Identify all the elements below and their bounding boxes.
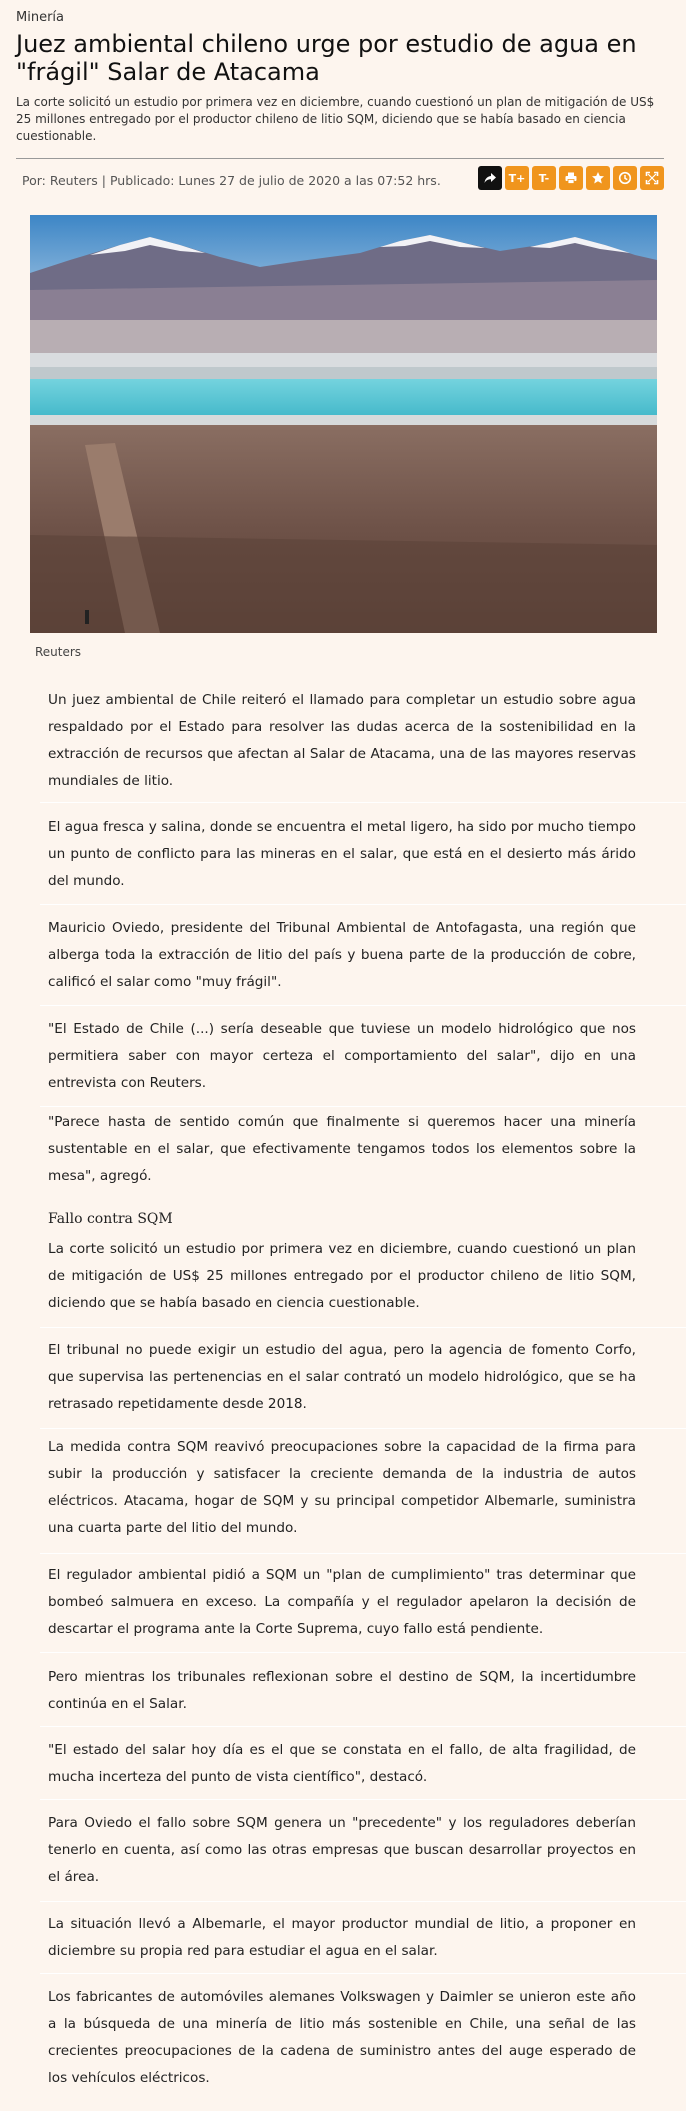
clock-icon: [618, 171, 632, 185]
body-paragraph-10: Pero mientras los tribunales reflexionan sobre el destino de SQM, la incertidumbre continúa en el Salar.: [48, 1669, 636, 1712]
body-paragraph-11: "El estado del salar hoy día es el que se constata en el fallo, de alta fragilidad, de mucha incerteza del punto de vista científico", destacó.: [48, 1742, 636, 1785]
star-icon: [591, 171, 605, 185]
favorite-button[interactable]: [586, 166, 610, 190]
article-title: Juez ambiental chileno urge por estudio de agua en "frágil" Salar de Atacama: [16, 30, 637, 86]
body-paragraph-4: "El Estado de Chile (...) sería deseable que tuviese un modelo hidrológico que nos permitiera saber con mayor certeza el comportamiento del salar", dijo en una entrevista con Reuters.: [48, 1021, 636, 1091]
body-paragraph-3: Mauricio Oviedo, presidente del Tribunal Ambiental de Antofagasta, una región que alberga toda la extracción de litio del país y buena parte de la producción de cobre, calificó el salar como "muy frágil".: [48, 920, 636, 990]
article-category[interactable]: Minería: [16, 10, 64, 25]
font-increase-icon: T+: [508, 171, 526, 185]
font-decrease-icon: T-: [538, 171, 550, 185]
body-paragraph-6: La corte solicitó un estudio por primera vez en diciembre, cuando cuestionó un plan de mitigación de US$ 25 millones entregado por el productor chileno de litio SQM, diciendo que se había basado en ciencia cuestionable.: [48, 1241, 636, 1311]
history-button[interactable]: [613, 166, 637, 190]
article-byline: Por: Reuters | Publicado: Lunes 27 de julio de 2020 a las 07:52 hrs.: [22, 173, 441, 188]
divider: [40, 1327, 686, 1328]
divider: [40, 1553, 686, 1554]
article-toolbar: [478, 166, 664, 190]
fullscreen-button[interactable]: [640, 166, 664, 190]
body-paragraph-14: Los fabricantes de automóviles alemanes Volkswagen y Daimler se unieron este año a la búsqueda de una minería de litio más sostenible en Chile, una señal de las crecientes preocupaciones de la cadena de suministro antes del auge esperado de los vehículos eléctricos.: [48, 1989, 636, 2086]
body-paragraph-8: La medida contra SQM reavivó preocupaciones sobre la capacidad de la firma para subir la producción y satisfacer la creciente demanda de la industria de autos eléctricos. Atacama, hogar de SQM y su principal competidor Albemarle, suministra una cuarta parte del litio del mundo.: [48, 1439, 636, 1536]
body-paragraph-9: El regulador ambiental pidió a SQM un "plan de cumplimiento" tras determinar que bombeó salmuera en exceso. La compañía y el regulador apelaron la decisión de descartar el programa ante la Corte Suprema, cuyo fallo está pendiente.: [48, 1567, 636, 1637]
article-photo: [30, 215, 657, 633]
body-paragraph-13: La situación llevó a Albemarle, el mayor productor mundial de litio, a proponer en diciembre su propia red para estudiar el agua en el salar.: [48, 1916, 636, 1959]
divider: [40, 1726, 686, 1727]
share-button[interactable]: [478, 166, 502, 190]
body-paragraph-1: Un juez ambiental de Chile reiteró el llamado para completar un estudio sobre agua respaldado por el Estado para resolver las dudas acerca de la sostenibilidad en la extracción de recursos que afectan al Salar de Atacama, una de las mayores reservas mundiales de litio.: [48, 692, 636, 789]
font-increase-button[interactable]: [505, 166, 529, 190]
divider: [40, 802, 686, 803]
body-paragraph-12: Para Oviedo el fallo sobre SQM genera un "precedente" y los reguladores deberían tenerlo en cuenta, así como las otras empresas que buscan desarrollar proyectos en el área.: [48, 1815, 636, 1885]
divider: [40, 1106, 686, 1107]
divider: [40, 1973, 686, 1974]
body-paragraph-5: "Parece hasta de sentido común que finalmente si queremos hacer una minería sustentable en el salar, que efectivamente tengamos todos los elementos sobre la mesa", agregó.: [48, 1114, 636, 1184]
salar-landscape-image: [30, 215, 657, 633]
print-icon: [564, 171, 578, 185]
fullscreen-icon: [645, 171, 659, 185]
divider: [40, 904, 686, 905]
article-meta-bar: [16, 158, 664, 203]
divider: [40, 1799, 686, 1800]
article-lede: La corte solicitó un estudio por primera vez en diciembre, cuando cuestionó un plan de mitigación de US$ 25 millones entregado por el productor chileno de litio SQM, diciendo que se había basado en ciencia cuestionable.: [16, 95, 655, 143]
divider: [40, 1652, 686, 1653]
divider: [40, 1428, 686, 1429]
divider: [40, 1005, 686, 1006]
font-decrease-button[interactable]: [532, 166, 556, 190]
photo-caption: Reuters: [35, 645, 82, 659]
divider: [40, 1901, 686, 1902]
body-paragraph-2: El agua fresca y salina, donde se encuentra el metal ligero, ha sido por mucho tiempo un punto de conflicto para las mineras en el salar, que está en el desierto más árido del mundo.: [48, 819, 636, 889]
print-button[interactable]: [559, 166, 583, 190]
section-subhead: Fallo contra SQM: [48, 1211, 173, 1227]
body-paragraph-7: El tribunal no puede exigir un estudio del agua, pero la agencia de fomento Corfo, que supervisa las pertenencias en el salar contrató un modelo hidrológico, que se ha retrasado repetidamente desde 2018.: [48, 1342, 636, 1412]
share-icon: [483, 171, 497, 185]
